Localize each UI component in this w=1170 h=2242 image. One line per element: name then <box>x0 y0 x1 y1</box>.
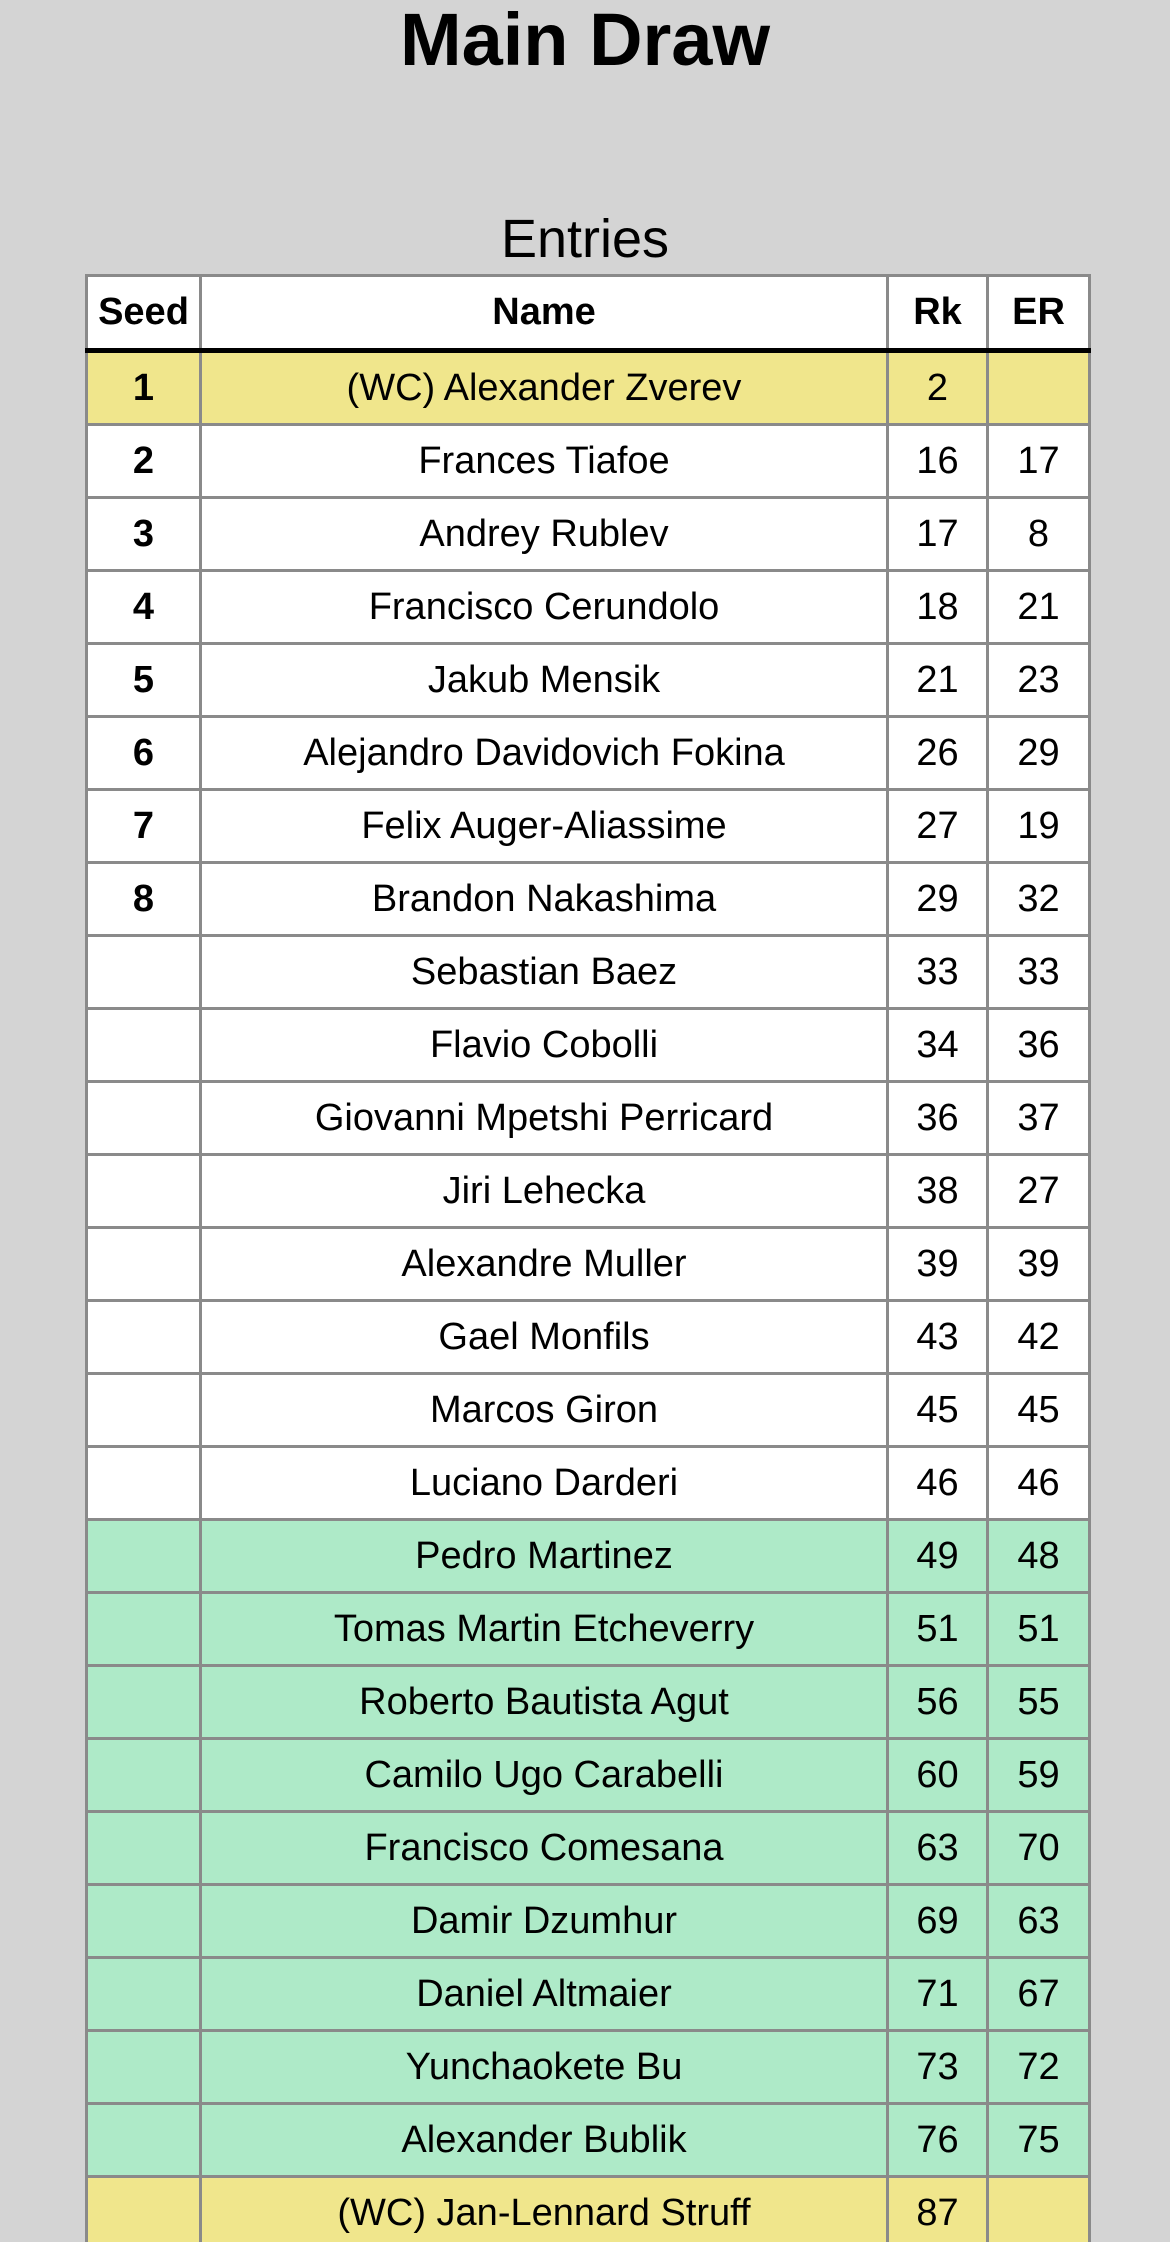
entry-rank-cell: 72 <box>988 2031 1090 2104</box>
header-seed[interactable]: Seed <box>87 276 201 351</box>
entries-body <box>87 351 1090 2242</box>
table-row <box>87 1812 1090 1885</box>
table-row <box>87 1885 1090 1958</box>
seed-cell <box>87 1593 201 1666</box>
entry-rank-cell: 8 <box>988 498 1090 571</box>
rank-cell: 45 <box>888 1374 988 1447</box>
entry-rank-cell: 42 <box>988 1301 1090 1374</box>
rank-cell: 39 <box>888 1228 988 1301</box>
rank-cell: 26 <box>888 717 988 790</box>
player-name-cell: Sebastian Baez <box>201 936 888 1009</box>
seed-cell: 4 <box>87 571 201 644</box>
table-row <box>87 936 1090 1009</box>
page-title: Main Draw <box>399 0 771 81</box>
table-row <box>87 2031 1090 2104</box>
rank-cell: 69 <box>888 1885 988 1958</box>
entry-rank-cell: 17 <box>988 425 1090 498</box>
entry-rank-cell: 39 <box>988 1228 1090 1301</box>
seed-cell <box>87 1739 201 1812</box>
header-name[interactable]: Name <box>201 276 888 351</box>
rank-cell: 73 <box>888 2031 988 2104</box>
seed-cell <box>87 1155 201 1228</box>
rank-cell: 49 <box>888 1520 988 1593</box>
rank-cell: 34 <box>888 1009 988 1082</box>
entry-rank-cell: 29 <box>988 717 1090 790</box>
rank-cell: 16 <box>888 425 988 498</box>
header-rank[interactable]: Rk <box>888 276 988 351</box>
table-row <box>87 1374 1090 1447</box>
player-name-cell: Andrey Rublev <box>201 498 888 571</box>
rank-cell: 17 <box>888 498 988 571</box>
entry-rank-cell: 67 <box>988 1958 1090 2031</box>
table-header-row <box>87 276 1090 351</box>
entry-rank-cell <box>988 351 1090 425</box>
seed-cell <box>87 1374 201 1447</box>
rank-cell: 56 <box>888 1666 988 1739</box>
header-entry-rank[interactable]: ER <box>988 276 1090 351</box>
player-name-cell: Alexander Bublik <box>201 2104 888 2177</box>
player-name-cell: Pedro Martinez <box>201 1520 888 1593</box>
rank-cell: 33 <box>888 936 988 1009</box>
seed-cell: 8 <box>87 863 201 936</box>
entry-rank-cell: 51 <box>988 1593 1090 1666</box>
seed-cell <box>87 2031 201 2104</box>
table-row <box>87 1301 1090 1374</box>
rank-cell: 71 <box>888 1958 988 2031</box>
rank-cell: 63 <box>888 1812 988 1885</box>
entry-rank-cell: 75 <box>988 2104 1090 2177</box>
seed-cell <box>87 1228 201 1301</box>
entry-rank-cell: 46 <box>988 1447 1090 1520</box>
seed-cell <box>87 1301 201 1374</box>
rank-cell: 18 <box>888 571 988 644</box>
player-name-cell: Jakub Mensik <box>201 644 888 717</box>
rank-cell: 43 <box>888 1301 988 1374</box>
table-row <box>87 1228 1090 1301</box>
table-row <box>87 1666 1090 1739</box>
seed-cell: 5 <box>87 644 201 717</box>
entry-rank-cell: 45 <box>988 1374 1090 1447</box>
table-row <box>87 644 1090 717</box>
entries-table <box>85 274 1091 2242</box>
player-name-cell: Alexandre Muller <box>201 1228 888 1301</box>
seed-cell: 3 <box>87 498 201 571</box>
entry-rank-cell <box>988 2177 1090 2242</box>
seed-cell: 1 <box>87 351 201 425</box>
player-name-cell: (WC) Alexander Zverev <box>201 351 888 425</box>
rank-cell: 87 <box>888 2177 988 2242</box>
entry-rank-cell: 27 <box>988 1155 1090 1228</box>
player-name-cell: Alejandro Davidovich Fokina <box>201 717 888 790</box>
player-name-cell: Daniel Altmaier <box>201 1958 888 2031</box>
player-name-cell: Marcos Giron <box>201 1374 888 1447</box>
rank-cell: 46 <box>888 1447 988 1520</box>
seed-cell <box>87 1447 201 1520</box>
entry-rank-cell: 48 <box>988 1520 1090 1593</box>
rank-cell: 36 <box>888 1082 988 1155</box>
table-row <box>87 571 1090 644</box>
table-row <box>87 1447 1090 1520</box>
player-name-cell: (WC) Jan-Lennard Struff <box>201 2177 888 2242</box>
seed-cell <box>87 1082 201 1155</box>
player-name-cell: Francisco Comesana <box>201 1812 888 1885</box>
table-row <box>87 790 1090 863</box>
table-row <box>87 351 1090 425</box>
table-row <box>87 1155 1090 1228</box>
player-name-cell: Damir Dzumhur <box>201 1885 888 1958</box>
player-name-cell: Roberto Bautista Agut <box>201 1666 888 1739</box>
player-name-cell: Luciano Darderi <box>201 1447 888 1520</box>
table-row <box>87 1009 1090 1082</box>
seed-cell <box>87 936 201 1009</box>
rank-cell: 29 <box>888 863 988 936</box>
table-row <box>87 1520 1090 1593</box>
entry-rank-cell: 36 <box>988 1009 1090 1082</box>
player-name-cell: Flavio Cobolli <box>201 1009 888 1082</box>
entry-rank-cell: 32 <box>988 863 1090 936</box>
seed-cell <box>87 1009 201 1082</box>
entry-rank-cell: 33 <box>988 936 1090 1009</box>
table-row <box>87 1739 1090 1812</box>
player-name-cell: Yunchaokete Bu <box>201 2031 888 2104</box>
seed-cell <box>87 2177 201 2242</box>
player-name-cell: Gael Monfils <box>201 1301 888 1374</box>
table-row <box>87 2177 1090 2242</box>
rank-cell: 38 <box>888 1155 988 1228</box>
seed-cell: 6 <box>87 717 201 790</box>
table-row <box>87 2104 1090 2177</box>
table-row <box>87 1593 1090 1666</box>
entry-rank-cell: 21 <box>988 571 1090 644</box>
seed-cell <box>87 2104 201 2177</box>
seed-cell: 7 <box>87 790 201 863</box>
seed-cell <box>87 1885 201 1958</box>
seed-cell <box>87 1812 201 1885</box>
rank-cell: 60 <box>888 1739 988 1812</box>
table-row <box>87 1082 1090 1155</box>
rank-cell: 27 <box>888 790 988 863</box>
rank-cell: 2 <box>888 351 988 425</box>
entry-rank-cell: 59 <box>988 1739 1090 1812</box>
player-name-cell: Giovanni Mpetshi Perricard <box>201 1082 888 1155</box>
section-title: Entries <box>500 209 670 269</box>
seed-cell <box>87 1666 201 1739</box>
player-name-cell: Tomas Martin Etcheverry <box>201 1593 888 1666</box>
seed-cell: 2 <box>87 425 201 498</box>
rank-cell: 76 <box>888 2104 988 2177</box>
seed-cell <box>87 1520 201 1593</box>
entry-rank-cell: 63 <box>988 1885 1090 1958</box>
player-name-cell: Jiri Lehecka <box>201 1155 888 1228</box>
seed-cell <box>87 1958 201 2031</box>
entry-rank-cell: 23 <box>988 644 1090 717</box>
player-name-cell: Felix Auger-Aliassime <box>201 790 888 863</box>
table-row <box>87 425 1090 498</box>
rank-cell: 51 <box>888 1593 988 1666</box>
entry-rank-cell: 55 <box>988 1666 1090 1739</box>
player-name-cell: Camilo Ugo Carabelli <box>201 1739 888 1812</box>
player-name-cell: Brandon Nakashima <box>201 863 888 936</box>
table-row <box>87 717 1090 790</box>
table-row <box>87 498 1090 571</box>
entry-rank-cell: 19 <box>988 790 1090 863</box>
entry-rank-cell: 37 <box>988 1082 1090 1155</box>
entry-rank-cell: 70 <box>988 1812 1090 1885</box>
rank-cell: 21 <box>888 644 988 717</box>
table-row <box>87 1958 1090 2031</box>
player-name-cell: Frances Tiafoe <box>201 425 888 498</box>
table-row <box>87 863 1090 936</box>
player-name-cell: Francisco Cerundolo <box>201 571 888 644</box>
